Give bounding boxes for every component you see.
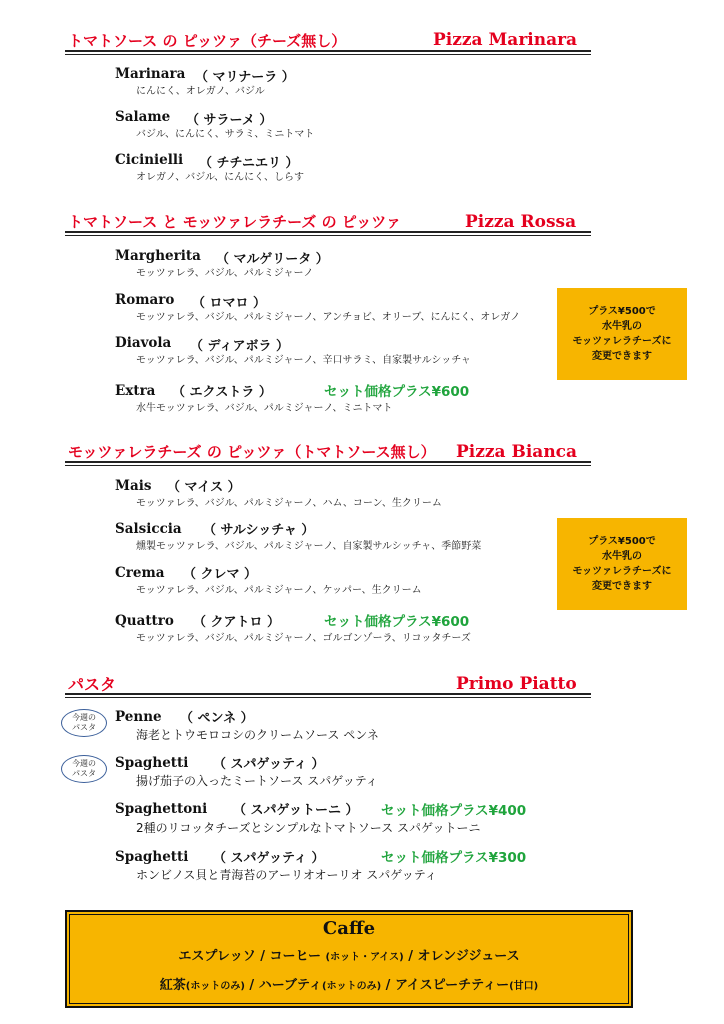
menu-item-kana: （ クアトロ ） [193,615,281,630]
badge-line: パスタ [72,769,96,778]
section-rule [65,231,591,236]
menu-item-desc: 2種のリコッタチーズとシンプルなトマトソース スパゲットーニ [136,821,481,835]
menu-item-name: Margherita [115,248,201,264]
menu-item-name: Quattro [115,613,174,629]
menu-item-desc: モッツァレラ、バジル、パルミジャーノ、アンチョビ、オリーブ、にんにく、オレガノ [136,312,521,323]
menu-item-desc: ホンビノス貝と青海苔のアーリオオーリオ スパゲッティ [136,868,437,882]
note-line: 変更できます [591,581,652,592]
menu-item-kana: （ エクストラ ） [172,385,272,400]
menu-item-name: Mais [115,478,152,494]
section-title-en-bianca: Pizza Bianca [456,442,578,462]
set-price-label: セット価格プラス¥400 [381,803,527,819]
menu-item-desc: モッツァレラ、バジル、パルミジャーノ [136,268,314,279]
menu-item-name: Romaro [115,292,175,308]
drink-text: / オレンジジュース [403,949,520,964]
menu-item-kana: （ マイス ） [167,480,241,495]
drink-note: (ホットのみ) [322,981,382,992]
set-price-label: セット価格プラス¥600 [324,614,470,630]
badge-line: パスタ [72,723,96,732]
section-rule [65,461,591,466]
menu-item-desc: 燻製モッツァレラ、バジル、パルミジャーノ、自家製サルシッチャ、季節野菜 [136,541,482,552]
menu-item-desc: モッツァレラ、バジル、パルミジャーノ、ゴルゴンゾーラ、リコッタチーズ [136,633,471,644]
menu-item-desc: 水牛モッツァレラ、バジル、パルミジャーノ、ミニトマト [136,403,393,414]
note-line: プラス¥500で [588,536,656,547]
menu-item-name: Marinara [115,66,186,82]
menu-item-kana: （ マルゲリータ ） [216,252,329,267]
drink-text: / ハーブティ [244,978,323,993]
menu-item-kana: （ ペンネ ） [180,711,254,726]
drink-text: 紅茶 [159,978,186,993]
badge-line: 今週の [72,759,96,768]
section-rule [65,693,591,698]
drink-text: / アイスピーチティー [381,978,510,993]
drink-text: エスプレッソ / コーヒー [178,949,326,964]
menu-item-name: Diavola [115,335,172,351]
note-line: モッツァレラチーズに [572,566,672,577]
drink-note: (ホットのみ) [185,981,245,992]
buffalo-mozzarella-note [557,288,687,380]
menu-item-desc: 海老とトウモロコシのクリームソース ペンネ [136,728,379,742]
menu-item-name: Spaghetti [115,755,189,771]
menu-item-name: Penne [115,709,162,725]
menu-item-kana: （ スパゲットーニ ） [233,803,359,818]
caffe-drinks-line-1 [67,945,631,964]
caffe-title: Caffe [322,918,376,939]
weekly-pasta-badge [61,755,107,783]
note-line: プラス¥500で [588,306,656,317]
menu-item-kana: （ クレマ ） [183,567,258,582]
menu-item-kana: （ サラーメ ） [186,113,273,128]
drink-note: (ホット・アイス) [325,952,404,963]
section-title-jp-primo: パスタ [68,675,117,694]
menu-item-desc: モッツァレラ、バジル、パルミジャーノ、ケッパー、生クリーム [136,585,422,596]
menu-item-desc: にんにく、オレガノ、バジル [136,86,265,97]
menu-item-desc: モッツァレラ、バジル、パルミジャーノ、辛口サラミ、自家製サルシッチャ [136,355,471,366]
menu-item-desc: 揚げ茄子の入ったミートソース スパゲッティ [136,774,378,788]
note-line: 変更できます [591,351,652,362]
section-title-en-primo: Primo Piatto [456,674,577,694]
drink-note: (甘口) [509,981,539,992]
section-rule [65,50,591,55]
menu-item-desc: オレガノ、バジル、にんにく、しらす [136,172,304,183]
section-title-en-marinara: Pizza Marinara [433,30,578,50]
menu-item-kana: （ スパゲッティ ） [213,757,325,772]
menu-item-name: Spaghettoni [115,801,208,817]
buffalo-mozzarella-note [557,518,687,610]
menu-item-name: Cicinielli [115,152,184,168]
menu-item-kana: （ サルシッチャ ） [203,523,315,538]
menu-item-kana: （ スパゲッティ ） [213,851,325,866]
menu-item-kana: （ ロマロ ） [192,296,267,311]
menu-item-kana: （ チチニエリ ） [199,156,299,171]
section-title-jp-marinara: トマトソース の ピッツァ（チーズ無し） [68,32,347,50]
menu-item-name: Salsiccia [115,521,182,537]
menu-item-kana: （ ディアボラ ） [190,339,290,354]
menu-item-name: Spaghetti [115,849,189,865]
menu-item-name: Extra [115,383,156,399]
menu-item-kana: （ マリナーラ ） [195,70,295,85]
set-price-label: セット価格プラス¥600 [324,384,470,400]
caffe-drinks-line-2 [67,974,631,993]
section-title-jp-bianca: モッツァレラチーズ の ピッツァ（トマトソース無し） [68,443,436,461]
menu-item-name: Salame [115,109,171,125]
menu-item-name: Crema [115,565,165,581]
menu-item-desc: バジル、にんにく、サラミ、ミニトマト [136,129,315,140]
note-line: 水牛乳の [601,321,642,332]
section-title-en-rossa: Pizza Rossa [465,212,577,232]
set-price-label: セット価格プラス¥300 [381,850,527,866]
caffe-box [65,910,633,1008]
section-title-jp-rossa: トマトソース と モッツァレラチーズ の ピッツァ [68,213,402,231]
note-line: モッツァレラチーズに [572,336,672,347]
badge-line: 今週の [72,713,96,722]
weekly-pasta-badge [61,709,107,737]
menu-item-desc: モッツァレラ、バジル、パルミジャーノ、ハム、コーン、生クリーム [136,498,442,509]
note-line: 水牛乳の [601,551,642,562]
